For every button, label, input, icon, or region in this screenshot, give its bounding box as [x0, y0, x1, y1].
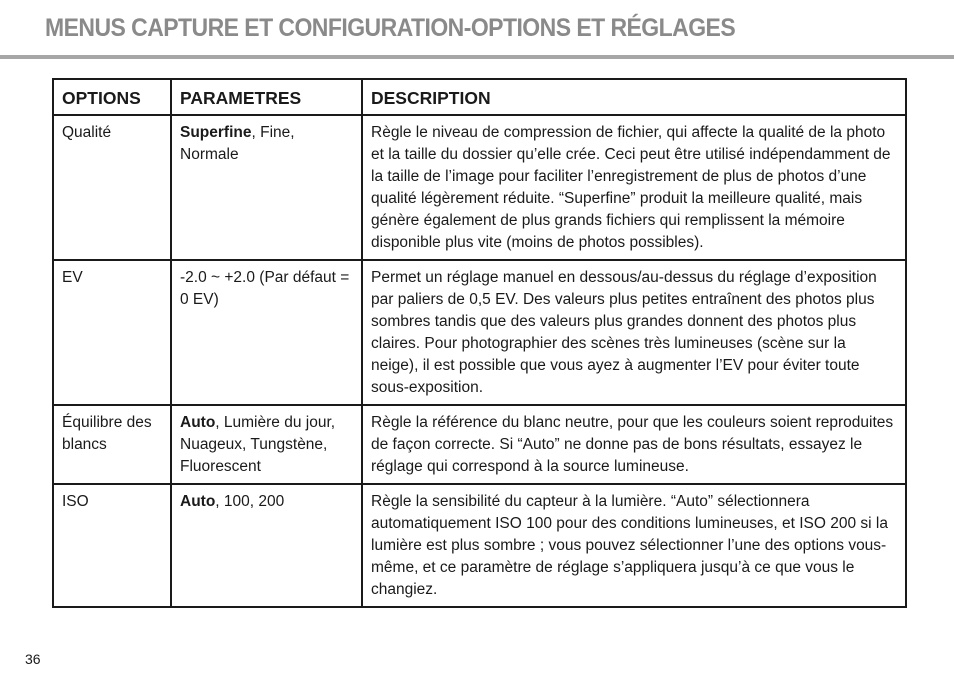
table-row	[53, 484, 906, 607]
option-cell: ISO	[53, 484, 171, 607]
parameter-cell	[171, 260, 362, 405]
column-header-parametres: PARAMETRES	[171, 79, 362, 115]
option-cell: EV	[53, 260, 171, 405]
settings-table	[52, 78, 907, 608]
description-cell: Règle le niveau de compression de fichier, qui affecte la qualité de la photo et la taille du dossier qu’elle crée. Ceci peut être utilisé indépendamment de la taille de l’image pour faciliter l’enregistrement de plus de photos d’une qualité légèrement réduite. “Superfine” produit la meilleure qualité, mais génère également de plus grands fichiers qui remplissent la mémoire disponible plus vite (moins de photos possibles).	[362, 115, 906, 260]
table-header-row	[53, 79, 906, 115]
parameter-cell	[171, 405, 362, 484]
default-value: Superfine	[180, 124, 252, 141]
page-title: MENUS CAPTURE ET CONFIGURATION-OPTIONS ET RÉGLAGES	[45, 14, 736, 42]
column-header-options: OPTIONS	[53, 79, 171, 115]
parameter-cell	[171, 484, 362, 607]
parameter-cell	[171, 115, 362, 260]
table-row	[53, 260, 906, 405]
default-value: Auto	[180, 493, 216, 510]
parameter-values: , 100, 200	[215, 493, 285, 510]
page-number: 36	[25, 651, 41, 667]
table-row	[53, 115, 906, 260]
table-row	[53, 405, 906, 484]
description-cell: Permet un réglage manuel en dessous/au-dessus du réglage d’exposition par paliers de 0,5 EV. Des valeurs plus petites entraînent des photos plus sombres tandis que des valeurs plus grandes donnent des photos plus claires. Pour photographier des scènes très lumineuses (scène sur la neige), il est possible que vous ayez à augmenter l’EV pour éviter toute sous-exposition.	[362, 260, 906, 405]
description-cell: Règle la sensibilité du capteur à la lumière. “Auto” sélectionnera automatiquement ISO 100 pour des conditions lumineuses, et ISO 200 si la lumière est plus sombre ; vous pouvez sélectionner l’une des options vous-même, et ce paramètre de réglage s’appliquera jusqu’à ce que vous le changiez.	[362, 484, 906, 607]
column-header-description: DESCRIPTION	[362, 79, 906, 115]
default-value: Auto	[180, 414, 216, 431]
parameter-values: , Fine, Normale	[180, 124, 295, 163]
parameter-values: , Lumière du jour, Nuageux, Tungstène, Fluorescent	[180, 414, 336, 475]
title-divider	[0, 55, 954, 59]
option-cell: Qualité	[53, 115, 171, 260]
description-cell: Règle la référence du blanc neutre, pour que les couleurs soient reproduites de façon correcte. Si “Auto” ne donne pas de bons résultats, essayez le réglage qui correspond à la source lumineuse.	[362, 405, 906, 484]
parameter-values: -2.0 ~ +2.0 (Par défaut = 0 EV)	[180, 269, 350, 308]
option-cell: Équilibre des blancs	[53, 405, 171, 484]
